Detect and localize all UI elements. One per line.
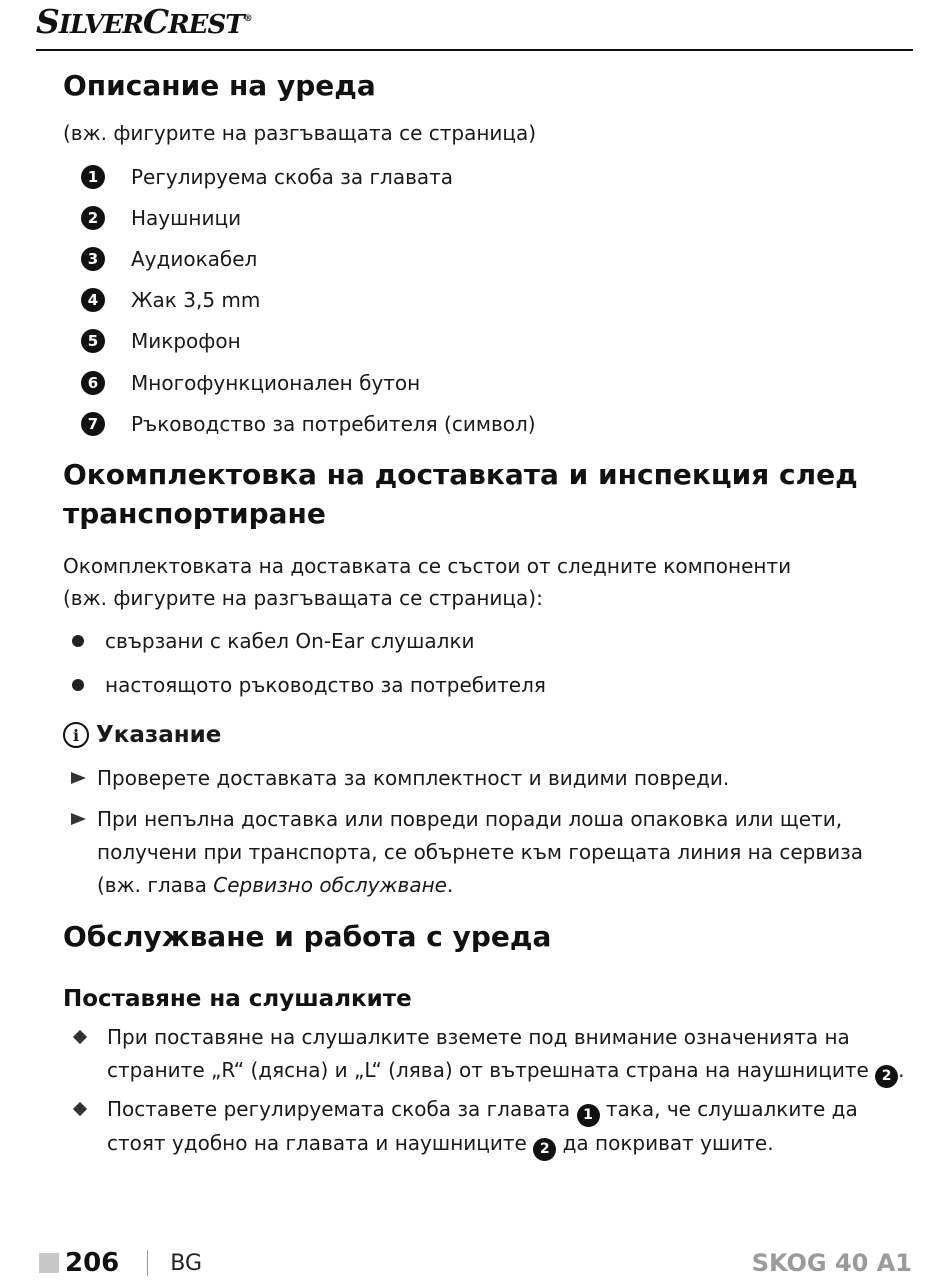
note-heading: i Указание (63, 722, 221, 748)
number-badge: 2 (533, 1138, 556, 1161)
section-title-description: Описание на уреда (63, 69, 376, 102)
list-item (81, 362, 536, 403)
diamond-bullet-icon (73, 1102, 87, 1116)
page-number: 206 (65, 1248, 120, 1278)
number-badge: 1 (81, 165, 105, 189)
part-label: Микрофон (131, 329, 241, 354)
number-badge: 4 (81, 288, 105, 312)
bullet-icon (72, 635, 84, 647)
number-badge: 2 (875, 1065, 898, 1088)
list-item (81, 197, 536, 238)
instruction-item: При поставяне на слушалките вземете под внимание означенията на страните „R“ (дясна) и „L“ (лява) от вътрешната страна на наушниците 2 . (73, 1021, 905, 1088)
part-label: Ръководство за потребителя (символ) (131, 411, 536, 436)
delivery-intro: Окомплектовката на доставката се състои от следните компоненти (63, 554, 792, 578)
arrow-bullet-icon (71, 772, 86, 784)
description-subtitle: (вж. фигурите на разгъващата се страница) (63, 121, 537, 145)
footer-divider (147, 1250, 148, 1276)
list-item (81, 280, 536, 321)
instruction-item: Поставете регулируемата скоба за главата 1 така, че слушалките да стоят удобно на главата и наушниците 2 да покриват ушите. (73, 1093, 858, 1161)
list-item (81, 321, 536, 362)
arrow-bullet-icon (71, 813, 86, 825)
list-item (81, 238, 536, 279)
header-divider (36, 49, 913, 51)
part-label: Многофункционален бутон (131, 370, 421, 395)
list-item: настоящото ръководство за потребителя (72, 663, 546, 707)
delivery-intro-line2: (вж. фигурите на разгъващата се страница): (63, 586, 543, 610)
part-label: Аудиокабел (131, 246, 258, 271)
parts-list (81, 156, 536, 444)
section-title-operation: Обслужване и работа с уреда (63, 920, 552, 953)
model-name: SKOG 40 A1 (751, 1249, 912, 1277)
list-item (81, 403, 536, 444)
part-label: Наушници (131, 205, 242, 230)
section-title-delivery-line2: транспортиране (63, 497, 326, 530)
language-code: BG (170, 1250, 203, 1276)
chapter-reference: Сервизно обслужване (213, 873, 447, 897)
brand-logo: SILVERCREST® (36, 2, 252, 41)
list-item: свързани с кабел On-Ear слушалки (72, 619, 546, 663)
footer-square-icon (39, 1253, 59, 1273)
info-icon: i (63, 722, 89, 748)
page-footer (39, 1247, 202, 1279)
number-badge: 5 (81, 329, 105, 353)
number-badge: 1 (577, 1104, 600, 1127)
number-badge: 3 (81, 247, 105, 271)
delivery-list (72, 619, 546, 707)
subsection-title-fitting: Поставяне на слушалките (63, 986, 412, 1012)
list-item (81, 156, 536, 197)
part-label: Жак 3,5 mm (131, 288, 261, 313)
number-badge: 7 (81, 412, 105, 436)
number-badge: 6 (81, 371, 105, 395)
bullet-icon (72, 679, 84, 691)
section-title-delivery: Окомплектовка на доставката и инспекция след (63, 458, 858, 491)
number-badge: 2 (81, 206, 105, 230)
diamond-bullet-icon (73, 1030, 87, 1044)
part-label: Регулируема скоба за главата (131, 164, 454, 189)
note-item: Проверете доставката за комплектност и видими повреди. (71, 762, 729, 795)
note-item: При непълна доставка или повреди поради лоша опаковка или щети, получени при транспорта, се обърнете към горещата линия на сервиза (вж. глава Сервизно обслужване. (71, 803, 863, 902)
